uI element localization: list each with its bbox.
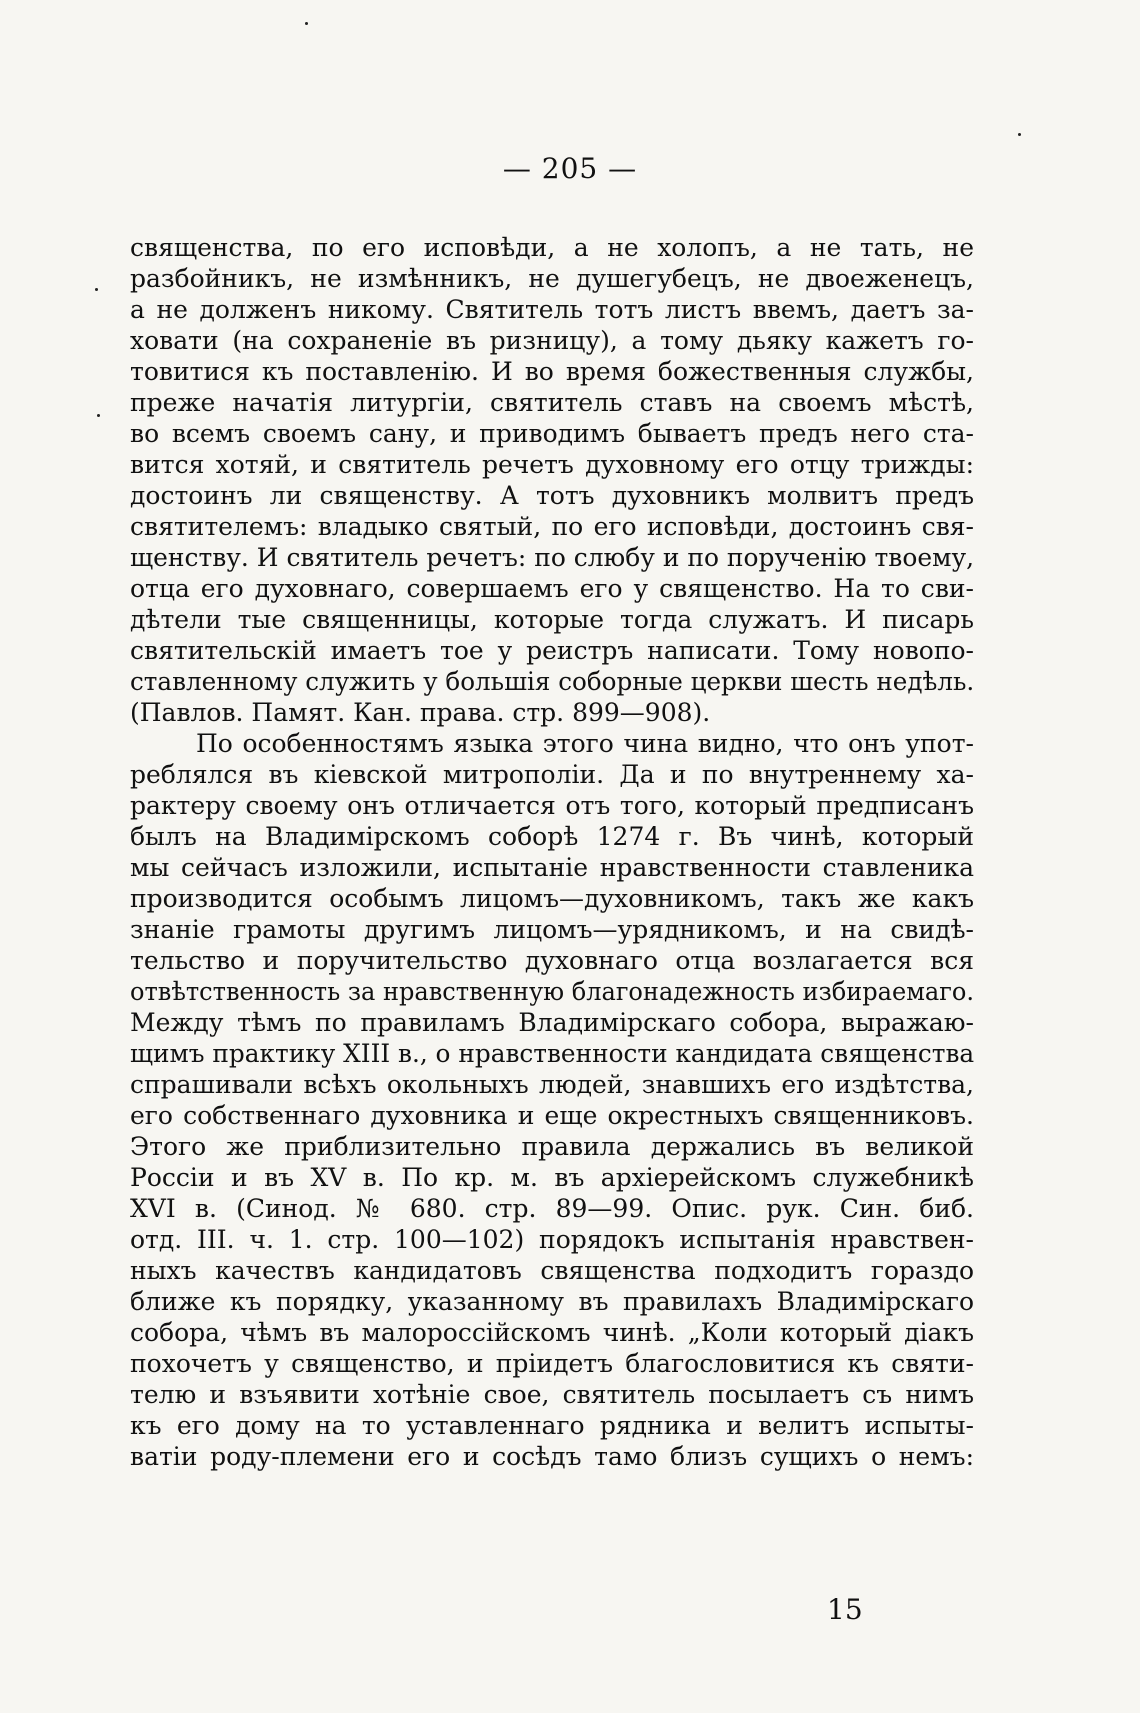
text-line: щимъ практику XIII в., о нравственности кандидата священства (130, 1039, 975, 1068)
text-line: рактеру своему онъ отличается отъ того, который предписанъ (130, 791, 974, 820)
text-line: къ его дому на то уставленнаго рядника и велитъ испыты- (130, 1411, 974, 1440)
text-line: его собственнаго духовника и еще окрестныхъ священниковъ. (130, 1101, 974, 1130)
signature-mark: 15 (827, 1593, 863, 1626)
text-line: ставленному служить у большія соборные церкви шесть недѣль. (130, 667, 975, 696)
text-line: (Павлов. Памят. Кан. права. стр. 899—908). (130, 698, 711, 727)
text-line: священства, по его исповѣди, а не холопъ, а не тать, не (130, 233, 974, 262)
text-line: спрашивали всѣхъ окольныхъ людей, знавшихъ его издѣтства, (130, 1070, 974, 1099)
text-line: По особенностямъ языка этого чина видно, что онъ упот- (196, 729, 974, 758)
body-text (130, 232, 974, 1472)
text-line: ближе къ порядку, указанному въ правилахъ Владимірскаго (130, 1287, 974, 1316)
text-line: отвѣтственность за нравственную благонадежность избираемаго. (130, 977, 975, 1006)
speck (1018, 133, 1021, 136)
text-line: ватіи роду-племени его и сосѣдъ тамо близъ сущихъ о немъ: (130, 1442, 974, 1471)
text-line: отца его духовнаго, совершаемъ его у священство. На то сви- (130, 574, 974, 603)
text-line: щенству. И святитель речетъ: по слюбу и по порученію твоему, (130, 543, 975, 572)
text-line: святительскій имаетъ тое у реистръ написати. Тому новопо- (130, 636, 974, 665)
text-line: Россіи и въ XV в. По кр. м. въ архіерейскомъ служебникѣ (130, 1163, 974, 1192)
text-line: реблялся въ кіевской митрополіи. Да и по внутреннему ха- (130, 760, 974, 789)
text-line: телю и взъявити хотѣніе свое, святитель посылаетъ съ нимъ (130, 1380, 974, 1409)
text-line: производится особымъ лицомъ—духовникомъ, такъ же какъ (130, 884, 974, 913)
text-line: преже начатія литургіи, святитель ставъ на своемъ мѣстѣ, (130, 388, 974, 417)
text-line: а не долженъ никому. Святитель тотъ листъ ввемъ, даетъ за- (130, 295, 974, 324)
text-line: ховати (на сохраненіе въ ризницу), а тому дьяку кажетъ го- (130, 326, 974, 355)
text-line: похочетъ у священство, и пріидетъ благословитися къ святи- (130, 1349, 974, 1378)
text-line: товитися къ поставленію. И во время божественныя службы, (130, 357, 974, 386)
text-line: знаніе грамоты другимъ лицомъ—урядникомъ, и на свидѣ- (130, 915, 974, 944)
text-line: XVI в. (Синод. № 680. стр. 89—99. Опис. рук. Син. биб. (130, 1194, 974, 1223)
text-line: былъ на Владимірскомъ соборѣ 1274 г. Въ чинѣ, который (130, 822, 974, 851)
text-line: ныхъ качествъ кандидатовъ священства подходитъ гораздо (130, 1256, 974, 1285)
page-number: — 205 — (502, 152, 638, 185)
text-line: святителемъ: владыко святый, по его исповѣди, достоинъ свя- (130, 512, 974, 541)
text-line: дѣтели тые священницы, которые тогда служатъ. И писарь (130, 605, 974, 634)
text-line: Этого же приблизительно правила держались въ великой (130, 1132, 974, 1161)
text-line: мы сейчасъ изложили, испытаніе нравственности ставленика (130, 853, 974, 882)
text-line: отд. III. ч. 1. стр. 100—102) порядокъ испытанія нравствен- (130, 1225, 974, 1254)
text-line: Между тѣмъ по правиламъ Владимірскаго собора, выражаю- (130, 1008, 974, 1037)
text-line: разбойникъ, не измѣнникъ, не душегубецъ, не двоеженецъ, (130, 264, 974, 293)
text-line: тельство и поручительство духовнаго отца возлагается вся (130, 946, 974, 975)
text-line: собора, чѣмъ въ малороссійскомъ чинѣ. „Коли который діакъ (130, 1318, 974, 1347)
text-line: достоинъ ли священству. А тотъ духовникъ молвитъ предъ (130, 481, 974, 510)
text-line: вится хотяй, и святитель речетъ духовному его отцу трижды: (130, 450, 974, 479)
speck (305, 22, 308, 25)
speck (97, 414, 100, 417)
speck (95, 288, 98, 291)
text-line: во всемъ своемъ сану, и приводимъ бываетъ предъ него ста- (130, 419, 974, 448)
